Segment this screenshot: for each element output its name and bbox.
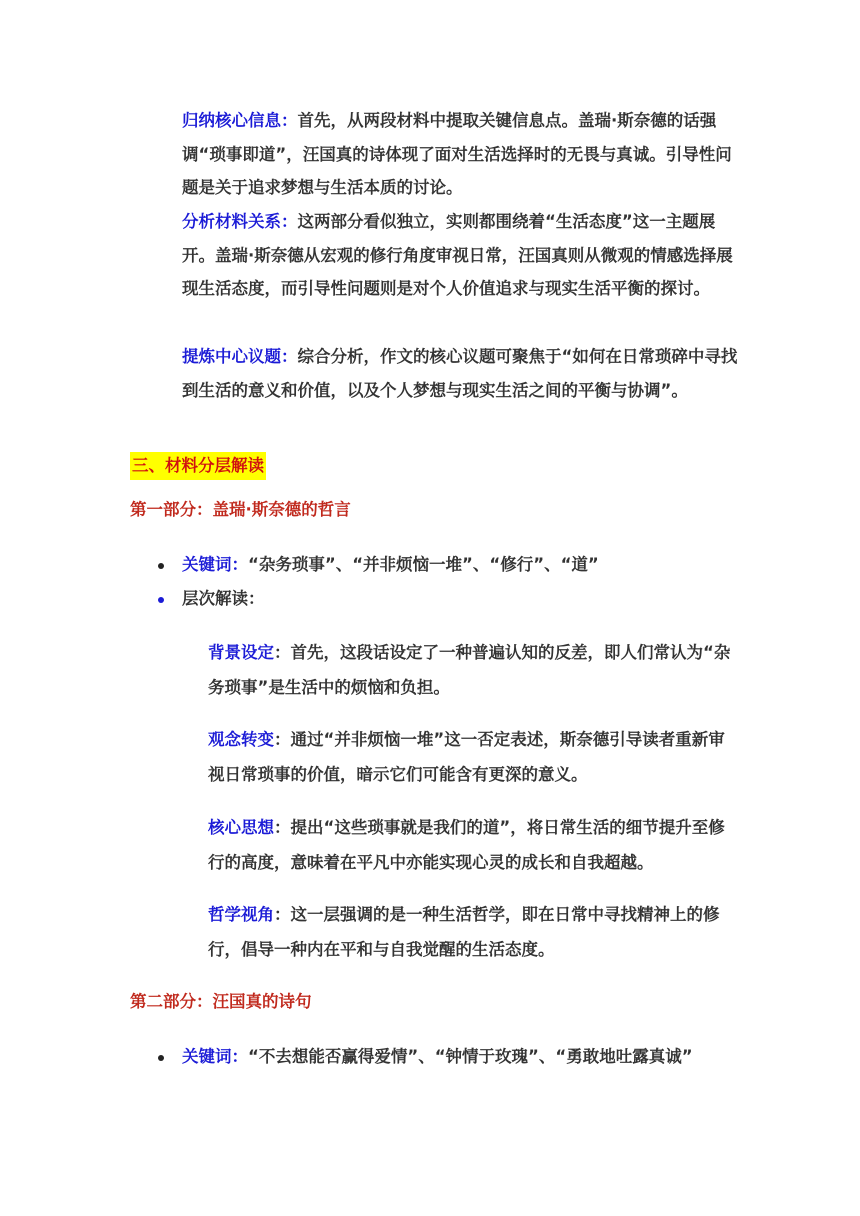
- keywords-label: 关键词：: [182, 555, 248, 574]
- part1-keywords: [182, 548, 738, 582]
- level-text: ：通过“并非烦恼一堆”这一否定表述，斯奈德引导读者重新审视日常琐事的价值，暗示它们可能含有更深的意义。: [208, 730, 725, 784]
- part2-keywords: [182, 1040, 738, 1074]
- level-item: [208, 810, 738, 880]
- keywords-text: “不去想能否赢得爱情”、“钟情于玫瑰”、“勇敢地吐露真诚”: [248, 1047, 693, 1066]
- level-item: [208, 635, 738, 705]
- section-heading: 三、材料分层解读: [130, 452, 266, 480]
- level-text: ：首先，这段话设定了一种普遍认知的反差，即人们常认为“杂务琐事”是生活中的烦恼和负担。: [208, 643, 731, 697]
- level-item: [208, 897, 738, 967]
- summary-item-relation: [182, 205, 738, 306]
- summary-label: 分析材料关系：: [182, 212, 298, 231]
- summary-item-core-info: [182, 104, 738, 205]
- level-label: 核心思想: [208, 818, 274, 837]
- level-item: [208, 722, 738, 792]
- level-text: ：提出“这些琐事就是我们的道”，将日常生活的细节提升至修行的高度，意味着在平凡中亦能实现心灵的成长和自我超越。: [208, 818, 725, 872]
- summary-text: 首先，从两段材料中提取关键信息点。盖瑞·斯奈德的话强调“琐事即道”，汪国真的诗体现了面对生活选择时的无畏与真诚。引导性问题是关于追求梦想与生活本质的讨论。: [182, 111, 732, 197]
- bullet-dot: [158, 597, 164, 603]
- part1-levels-label: 层次解读：: [182, 589, 265, 608]
- summary-label: 提炼中心议题：: [182, 347, 298, 366]
- keywords-text: “杂务琐事”、“并非烦恼一堆”、“修行”、“道”: [248, 555, 599, 574]
- summary-text: 这两部分看似独立，实则都围绕着“生活态度”这一主题展开。盖瑞·斯奈德从宏观的修行角度审视日常，汪国真则从微观的情感选择展现生活态度，而引导性问题则是对个人价值追求与现实生活平衡的探讨。: [182, 212, 733, 298]
- summary-label: 归纳核心信息：: [182, 111, 298, 130]
- bullet-dot: [158, 563, 164, 569]
- keywords-label: 关键词：: [182, 1047, 248, 1066]
- summary-item-central-topic: [182, 340, 738, 407]
- level-label: 背景设定: [208, 643, 274, 662]
- level-label: 哲学视角: [208, 905, 274, 924]
- bullet-dot: [158, 1055, 164, 1061]
- level-label: 观念转变: [208, 730, 274, 749]
- summary-text: 综合分析，作文的核心议题可聚焦于“如何在日常琐碎中寻找到生活的意义和价值，以及个人梦想与现实生活之间的平衡与协调”。: [182, 347, 738, 400]
- part1-title: 第一部分：盖瑞·斯奈德的哲言: [130, 500, 351, 519]
- part2-title: 第二部分：汪国真的诗句: [130, 992, 312, 1011]
- level-text: ：这一层强调的是一种生活哲学，即在日常中寻找精神上的修行，倡导一种内在平和与自我觉醒的生活态度。: [208, 905, 720, 959]
